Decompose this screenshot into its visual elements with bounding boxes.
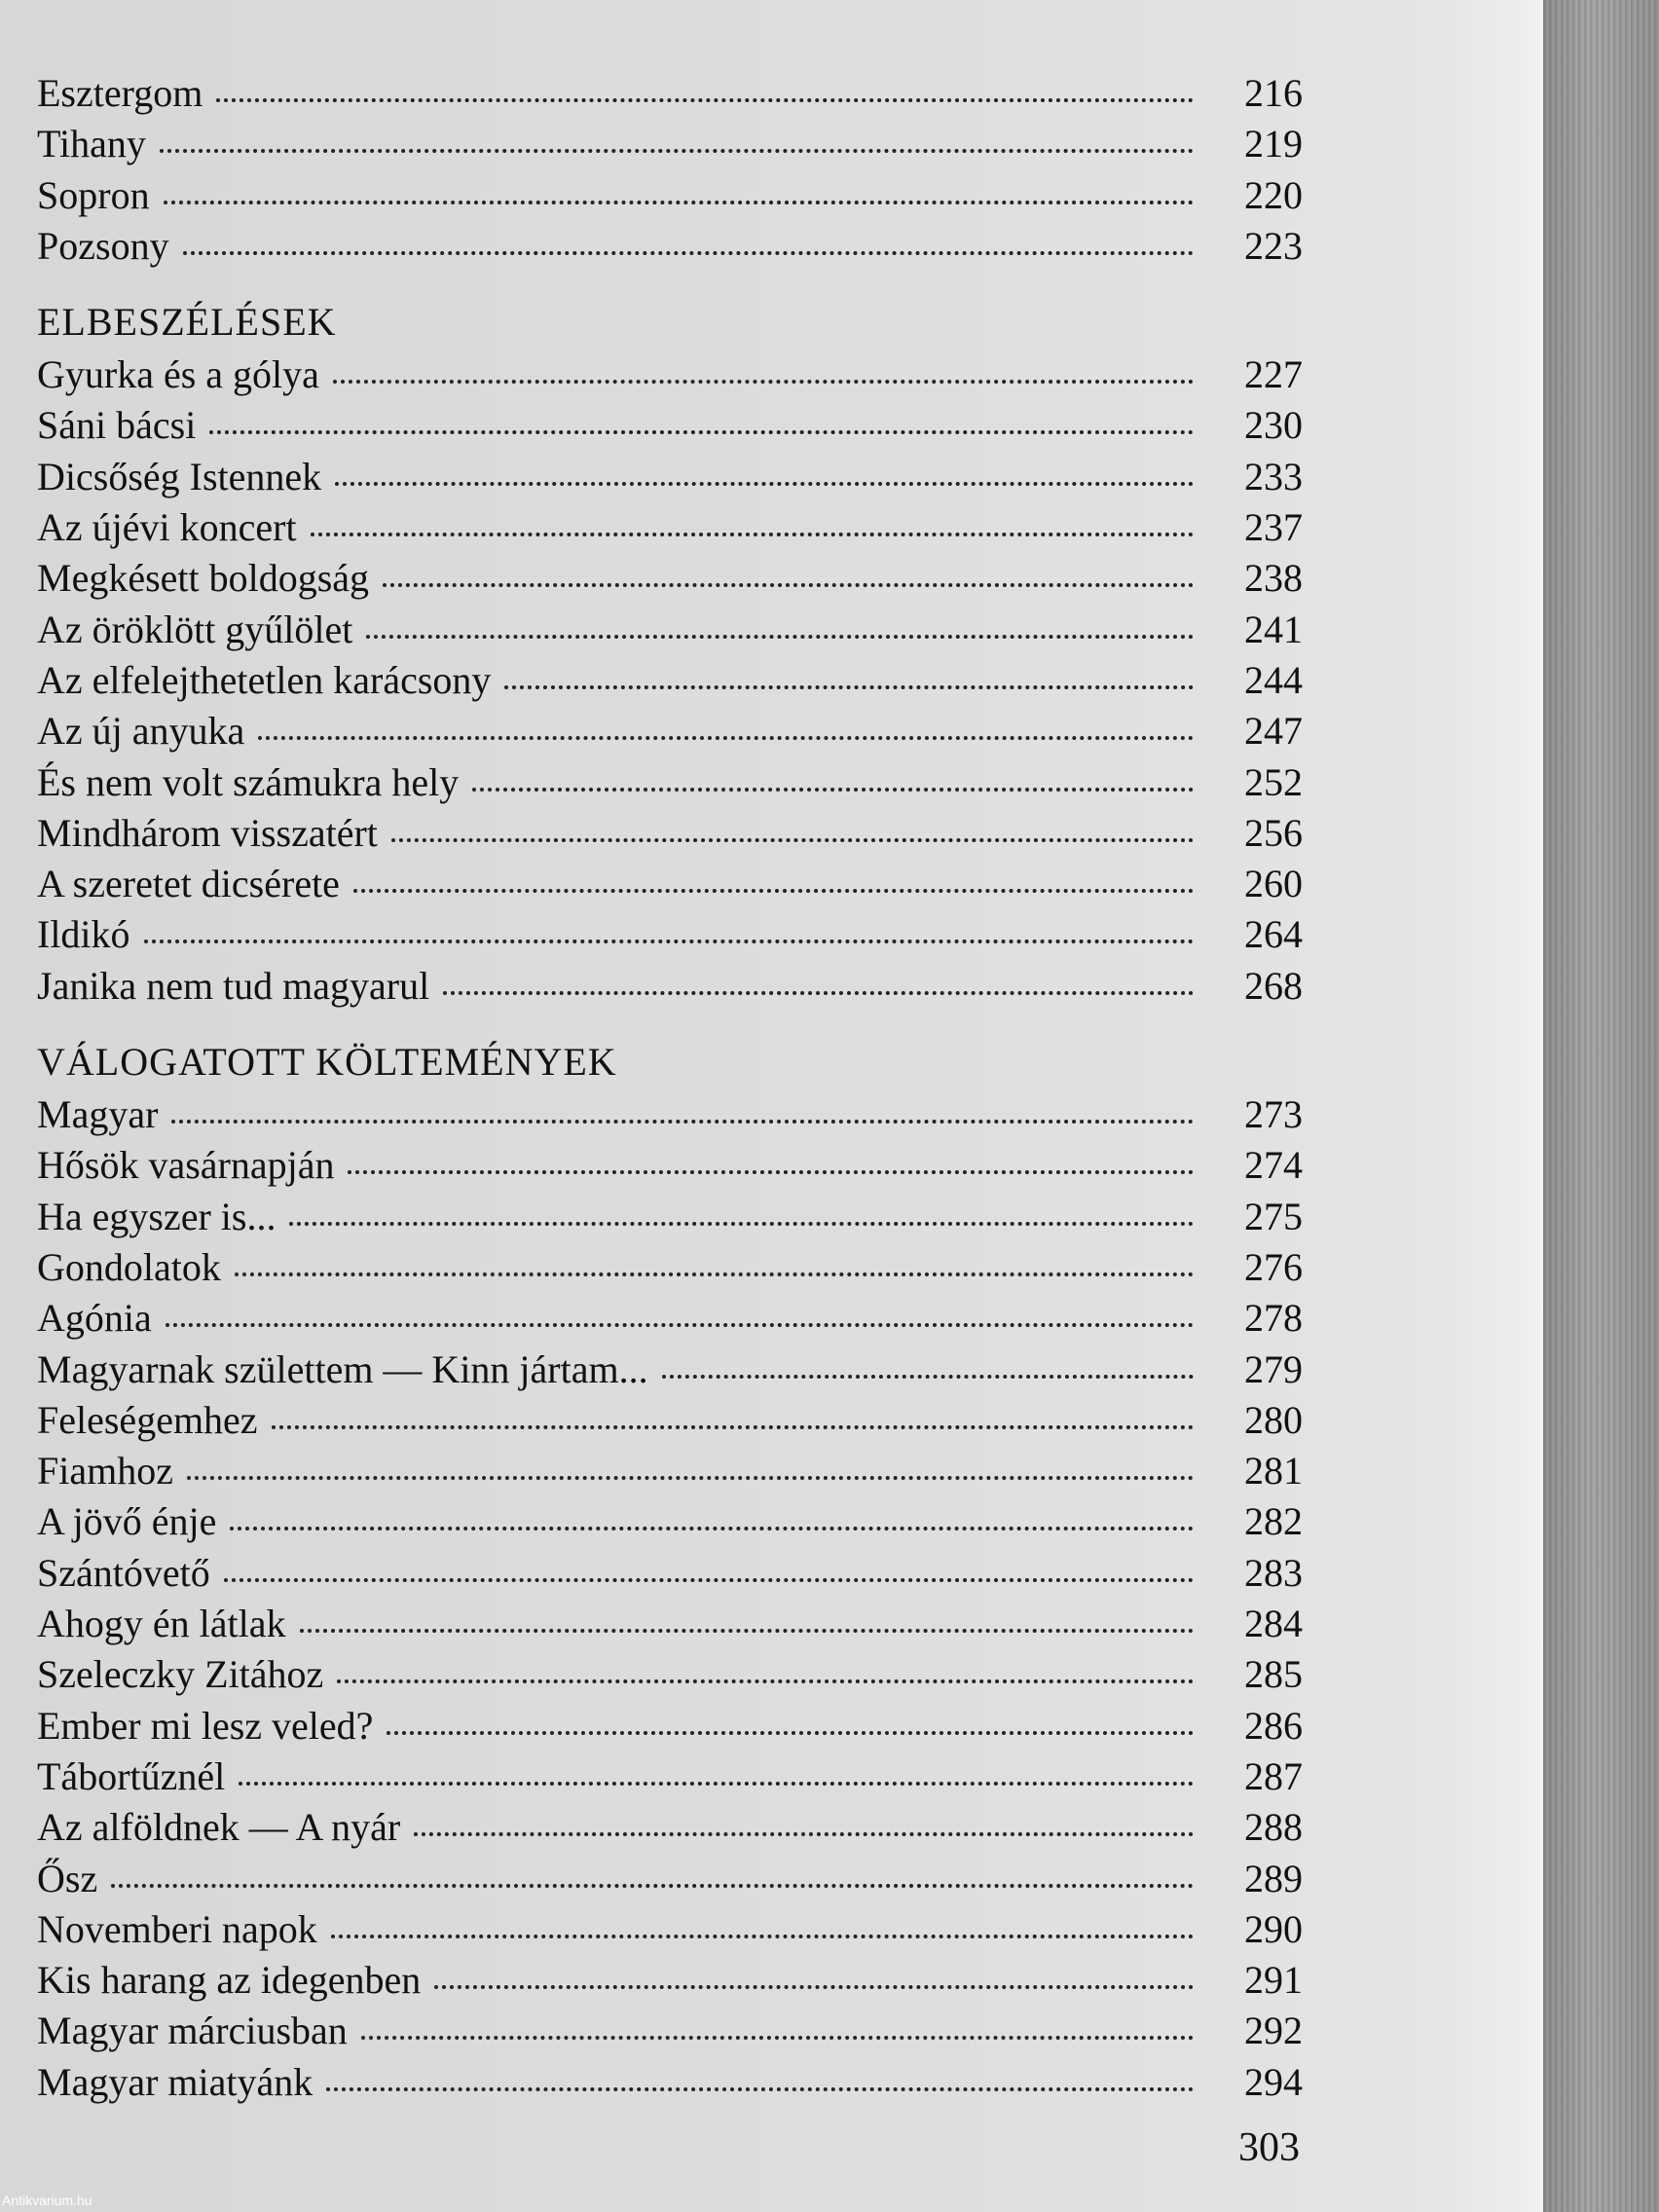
entry-page-number: 220: [1244, 172, 1303, 217]
toc-entry: [37, 2006, 1303, 2056]
dot-leader: [414, 1832, 1194, 1836]
toc-entry: [37, 1955, 1303, 2006]
entry-title: Tihany: [37, 122, 146, 166]
entry-title: Esztergom: [37, 71, 203, 115]
dot-leader: [235, 1272, 1194, 1276]
toc-entry: [37, 1496, 1303, 1547]
entry-title: Pozsony: [37, 223, 169, 268]
dot-leader: [387, 1731, 1194, 1735]
dot-leader: [164, 201, 1194, 204]
entry-page-number: 285: [1244, 1652, 1303, 1697]
dot-leader: [353, 889, 1194, 893]
toc-entry: [37, 605, 1303, 655]
entry-title: Hősök vasárnapján: [37, 1143, 335, 1188]
toc-entry: [37, 757, 1303, 808]
entry-title: Kis harang az idegenben: [37, 1958, 422, 2003]
dot-leader: [662, 1375, 1194, 1379]
toc-entry: [37, 1751, 1303, 1802]
entry-page-number: 241: [1244, 607, 1303, 651]
toc-entry: [37, 553, 1303, 604]
table-of-contents: [37, 68, 1303, 2108]
entry-page-number: 275: [1244, 1194, 1303, 1238]
dot-leader: [187, 1476, 1194, 1480]
entry-title: Ahogy én látlak: [37, 1602, 286, 1646]
toc-entry: [37, 1242, 1303, 1293]
entry-page-number: 284: [1244, 1602, 1303, 1646]
entry-title: A szeretet dicsérete: [37, 862, 340, 906]
entry-page-number: 230: [1244, 403, 1303, 448]
dot-leader: [366, 635, 1194, 639]
toc-entry: [37, 119, 1303, 169]
dot-leader: [348, 1170, 1194, 1174]
dot-leader: [171, 1120, 1194, 1124]
dot-leader: [391, 838, 1194, 842]
entry-page-number: 287: [1244, 1753, 1303, 1798]
entry-title: Ildikó: [37, 912, 130, 957]
entry-page-number: 252: [1244, 759, 1303, 804]
entry-page-number: 283: [1244, 1550, 1303, 1595]
dot-leader: [239, 1782, 1194, 1786]
entry-page-number: 290: [1244, 1906, 1303, 1951]
dot-leader: [258, 736, 1194, 740]
toc-entry: [37, 452, 1303, 502]
section-heading: VÁLOGATOTT KÖLTEMÉNYEK: [37, 1040, 617, 1085]
entry-title: Novemberi napok: [37, 1906, 317, 1951]
dot-leader: [300, 1629, 1195, 1633]
entry-title: A jövő énje: [37, 1499, 217, 1544]
dot-leader: [224, 1578, 1194, 1582]
toc-entry: [37, 1345, 1303, 1395]
toc-section: [37, 68, 1303, 272]
dot-leader: [111, 1884, 1194, 1888]
entry-page-number: 286: [1244, 1703, 1303, 1748]
entry-title: Az alföldnek — A nyár: [37, 1805, 401, 1850]
dot-leader: [443, 991, 1194, 995]
entry-page-number: 274: [1244, 1143, 1303, 1188]
section-heading: ELBESZÉLÉSEK: [37, 300, 337, 345]
dot-leader: [331, 1935, 1194, 1938]
entry-title: Fiamhoz: [37, 1449, 173, 1493]
dot-leader: [333, 380, 1194, 384]
toc-entry: [37, 1599, 1303, 1649]
toc-entry: [37, 400, 1303, 451]
toc-entry: [37, 1802, 1303, 1853]
entry-page-number: 282: [1244, 1499, 1303, 1544]
dot-leader: [160, 149, 1194, 153]
page-number: 303: [1238, 2125, 1300, 2170]
entry-page-number: 280: [1244, 1397, 1303, 1442]
entry-page-number: 279: [1244, 1346, 1303, 1391]
toc-section: [37, 285, 1303, 1012]
toc-entry: [37, 68, 1303, 119]
entry-page-number: 292: [1244, 2009, 1303, 2053]
toc-entry: [37, 170, 1303, 221]
toc-entry: [37, 221, 1303, 272]
dot-leader: [383, 583, 1194, 587]
entry-page-number: 223: [1244, 223, 1303, 268]
toc-entry: [37, 1904, 1303, 1955]
entry-title: Az újévi koncert: [37, 505, 297, 550]
dot-leader: [337, 1679, 1194, 1683]
dot-leader: [166, 1323, 1194, 1327]
dot-leader: [335, 482, 1194, 486]
entry-page-number: 233: [1244, 454, 1303, 498]
entry-page-number: 278: [1244, 1296, 1303, 1341]
entry-title: Dicsőség Istennek: [37, 454, 322, 498]
toc-entry: [37, 1395, 1303, 1446]
dot-leader: [326, 2087, 1194, 2091]
entry-title: Magyar márciusban: [37, 2009, 348, 2053]
toc-entry: [37, 706, 1303, 756]
entry-page-number: 288: [1244, 1805, 1303, 1850]
entry-page-number: 244: [1244, 657, 1303, 702]
entry-title: Ősz: [37, 1856, 98, 1900]
entry-title: Ember mi lesz veled?: [37, 1703, 374, 1748]
entry-title: Ha egyszer is...: [37, 1194, 276, 1238]
toc-entry: [37, 1192, 1303, 1242]
watermark: Antikvarium.hu: [2, 2193, 92, 2208]
dot-leader: [434, 1985, 1194, 1989]
dot-leader: [144, 940, 1194, 943]
entry-title: Janika nem tud magyarul: [37, 963, 430, 1008]
entry-title: Az elfelejthetetlen karácsony: [37, 657, 492, 702]
toc-entry: [37, 961, 1303, 1012]
entry-title: Gyurka és a gólya: [37, 352, 319, 397]
entry-title: Sáni bácsi: [37, 403, 197, 448]
entry-title: Sopron: [37, 172, 150, 217]
toc-entry: [37, 2057, 1303, 2108]
entry-title: Az új anyuka: [37, 709, 245, 754]
entry-page-number: 273: [1244, 1092, 1303, 1137]
toc-entry: [37, 1649, 1303, 1700]
entry-page-number: 260: [1244, 862, 1303, 906]
entry-page-number: 291: [1244, 1958, 1303, 2003]
book-page-stack: [1543, 0, 1659, 2212]
entry-title: Gondolatok: [37, 1244, 221, 1289]
dot-leader: [209, 430, 1194, 434]
dot-leader: [230, 1527, 1194, 1530]
entry-page-number: 256: [1244, 810, 1303, 855]
entry-title: Magyar miatyánk: [37, 2059, 313, 2104]
page-edge-shadow: [1441, 0, 1543, 2212]
entry-title: Szántóvető: [37, 1550, 210, 1595]
entry-page-number: 281: [1244, 1449, 1303, 1493]
dot-leader: [311, 533, 1194, 536]
entry-page-number: 276: [1244, 1244, 1303, 1289]
entry-title: Feleségemhez: [37, 1397, 258, 1442]
toc-entry: [37, 808, 1303, 859]
entry-page-number: 216: [1244, 71, 1303, 115]
entry-page-number: 294: [1244, 2059, 1303, 2104]
entry-title: És nem volt számukra hely: [37, 759, 460, 804]
entry-title: Mindhárom visszatért: [37, 810, 378, 855]
entry-page-number: 247: [1244, 709, 1303, 754]
entry-title: Agónia: [37, 1296, 152, 1341]
dot-leader: [472, 788, 1194, 792]
entry-page-number: 227: [1244, 352, 1303, 397]
dot-leader: [216, 98, 1194, 102]
toc-entry: [37, 859, 1303, 909]
entry-page-number: 219: [1244, 122, 1303, 166]
toc-entry: [37, 1140, 1303, 1191]
dot-leader: [272, 1425, 1194, 1429]
toc-entry: [37, 1293, 1303, 1344]
toc-entry: [37, 1854, 1303, 1904]
dot-leader: [361, 2036, 1194, 2040]
dot-leader: [183, 251, 1194, 255]
dot-leader: [504, 685, 1194, 689]
dot-leader: [289, 1222, 1194, 1226]
entry-title: Tábortűznél: [37, 1753, 226, 1798]
entry-page-number: 268: [1244, 963, 1303, 1008]
entry-title: Magyar: [37, 1092, 159, 1137]
entry-page-number: 264: [1244, 912, 1303, 957]
entry-page-number: 238: [1244, 556, 1303, 601]
toc-entry: [37, 909, 1303, 960]
toc-entry: [37, 1446, 1303, 1496]
entry-page-number: 289: [1244, 1856, 1303, 1900]
toc-entry: [37, 655, 1303, 706]
entry-page-number: 237: [1244, 505, 1303, 550]
toc-entry: [37, 1548, 1303, 1599]
entry-title: Megkésett boldogság: [37, 556, 370, 601]
toc-entry: [37, 1701, 1303, 1751]
entry-title: Szeleczky Zitához: [37, 1652, 324, 1697]
toc-entry: [37, 502, 1303, 553]
toc-entry: [37, 350, 1303, 400]
entry-title: Magyarnak születtem — Kinn jártam...: [37, 1346, 648, 1391]
toc-section: [37, 1025, 1303, 2108]
toc-entry: [37, 1089, 1303, 1140]
entry-title: Az öröklött gyűlölet: [37, 607, 353, 651]
